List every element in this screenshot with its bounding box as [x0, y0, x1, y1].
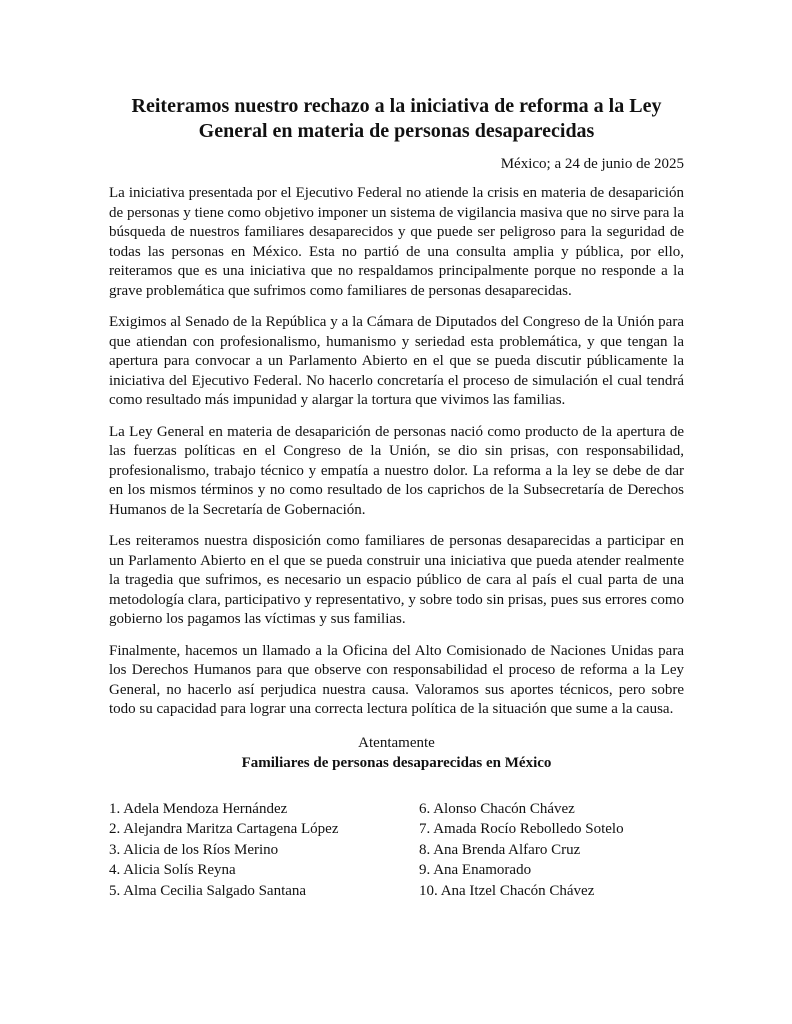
- signer-number: 2.: [109, 821, 121, 837]
- signer-name: Ana Brenda Alfaro Cruz: [433, 841, 581, 858]
- signers-list: [109, 799, 684, 902]
- paragraph-2: Exigimos al Senado de la República y a la Cámara de Diputados del Congreso de la Unión para que atiendan con profesionalismo, humanismo y seriedad esta problemática, y que tengan la apertura para convocar a un Parlamento Abierto en el que se pueda discutir públicamente la iniciativa del Ejecutivo Federal. No hacerlo concretaría el proceso de simulación el cual tendrá como resultado más impunidad y alargar la tortura que vivimos las familias.: [109, 314, 684, 408]
- list-item: [419, 840, 684, 861]
- title-line-2: General en materia de personas desaparecidas: [198, 120, 595, 142]
- list-item: [419, 881, 684, 902]
- signer-name: Alicia de los Ríos Merino: [123, 841, 279, 858]
- list-item: [419, 860, 684, 881]
- document-date: México; a 24 de junio de 2025: [500, 156, 684, 172]
- signer-name: Amada Rocío Rebolledo Sotelo: [433, 821, 624, 837]
- signer-name: Adela Mendoza Hernández: [123, 800, 288, 817]
- signer-number: 5.: [109, 882, 121, 899]
- signer-name: Alonso Chacón Chávez: [433, 800, 575, 817]
- signer-number: 10.: [419, 882, 438, 899]
- list-item: [109, 860, 419, 881]
- signer-number: 6.: [419, 800, 431, 817]
- paragraph-4: Les reiteramos nuestra disposición como familiares de personas desaparecidas a participar en un Parlamento Abierto en el que se pueda construir una iniciativa que pueda atender realmente la tragedia que sufrimos, es necesario un espacio público de cara al país el cual parta de una metodología clara, participativo y representativo, y sobre todo sin prisas, pues sus errores como gobierno los pagamos las víctimas y sus familias.: [109, 533, 684, 627]
- signer-number: 3.: [109, 841, 121, 858]
- signer-name: Alicia Solís Reyna: [123, 862, 236, 878]
- signer-name: Alma Cecilia Salgado Santana: [123, 882, 307, 899]
- signers-column-left: [109, 799, 419, 902]
- closing-salutation: Atentamente: [358, 734, 435, 751]
- paragraph-1: La iniciativa presentada por el Ejecutivo Federal no atiende la crisis en materia de desaparición de personas y tiene como objetivo imponer un sistema de vigilancia masiva que no sirve para la búsqueda de nuestros familiares desaparecidos y que puede ser peligroso para la seguridad de todas las personas en México. Esta no partió de una consulta amplia y pública, por ello, reiteramos que es una iniciativa que no respaldamos principalmente porque no responde a la grave problemática que sufrimos como familiares de personas desaparecidas.: [109, 185, 684, 299]
- signer-number: 9.: [419, 862, 431, 878]
- signer-number: 8.: [419, 841, 431, 858]
- list-item: [109, 840, 419, 861]
- signer-number: 7.: [419, 821, 431, 837]
- title-line-1: Reiteramos nuestro rechazo a la iniciativa de reforma a la Ley: [131, 95, 662, 117]
- list-item: [109, 799, 419, 820]
- closing-organization: Familiares de personas desaparecidas en México: [241, 754, 552, 771]
- document-body: [109, 94, 684, 901]
- list-item: [109, 881, 419, 902]
- signers-column-right: [419, 799, 684, 902]
- signer-name: Ana Itzel Chacón Chávez: [440, 882, 595, 899]
- signer-number: 1.: [109, 800, 121, 817]
- paragraph-5: Finalmente, hacemos un llamado a la Oficina del Alto Comisionado de Naciones Unidas para los Derechos Humanos para que observe con responsabilidad el proceso de reforma a la Ley General, no hacerlo así perjudica nuestra causa. Valoramos sus aportes técnicos, pero sobre todo su capacidad para lograr una correcta lectura política de la situación que sume a la causa.: [109, 642, 684, 717]
- signer-number: 4.: [109, 862, 121, 878]
- paragraph-3: La Ley General en materia de desaparición de personas nació como producto de la apertura de las fuerzas políticas en el Congreso de la Unión, se dio sin prisas, con responsabilidad, profesionalismo, trabajo técnico y empatía a nuestro dolor. La reforma a la ley se debe de dar en los mismos términos y no como resultado de los caprichos de la Subsecretaría de Derechos Humanos de la Secretaría de Gobernación.: [109, 423, 684, 518]
- list-item: [419, 819, 684, 840]
- signer-name: Alejandra Maritza Cartagena López: [123, 821, 339, 837]
- document-title: [109, 94, 684, 144]
- signer-name: Ana Enamorado: [433, 862, 532, 878]
- list-item: [109, 819, 419, 840]
- list-item: [419, 799, 684, 820]
